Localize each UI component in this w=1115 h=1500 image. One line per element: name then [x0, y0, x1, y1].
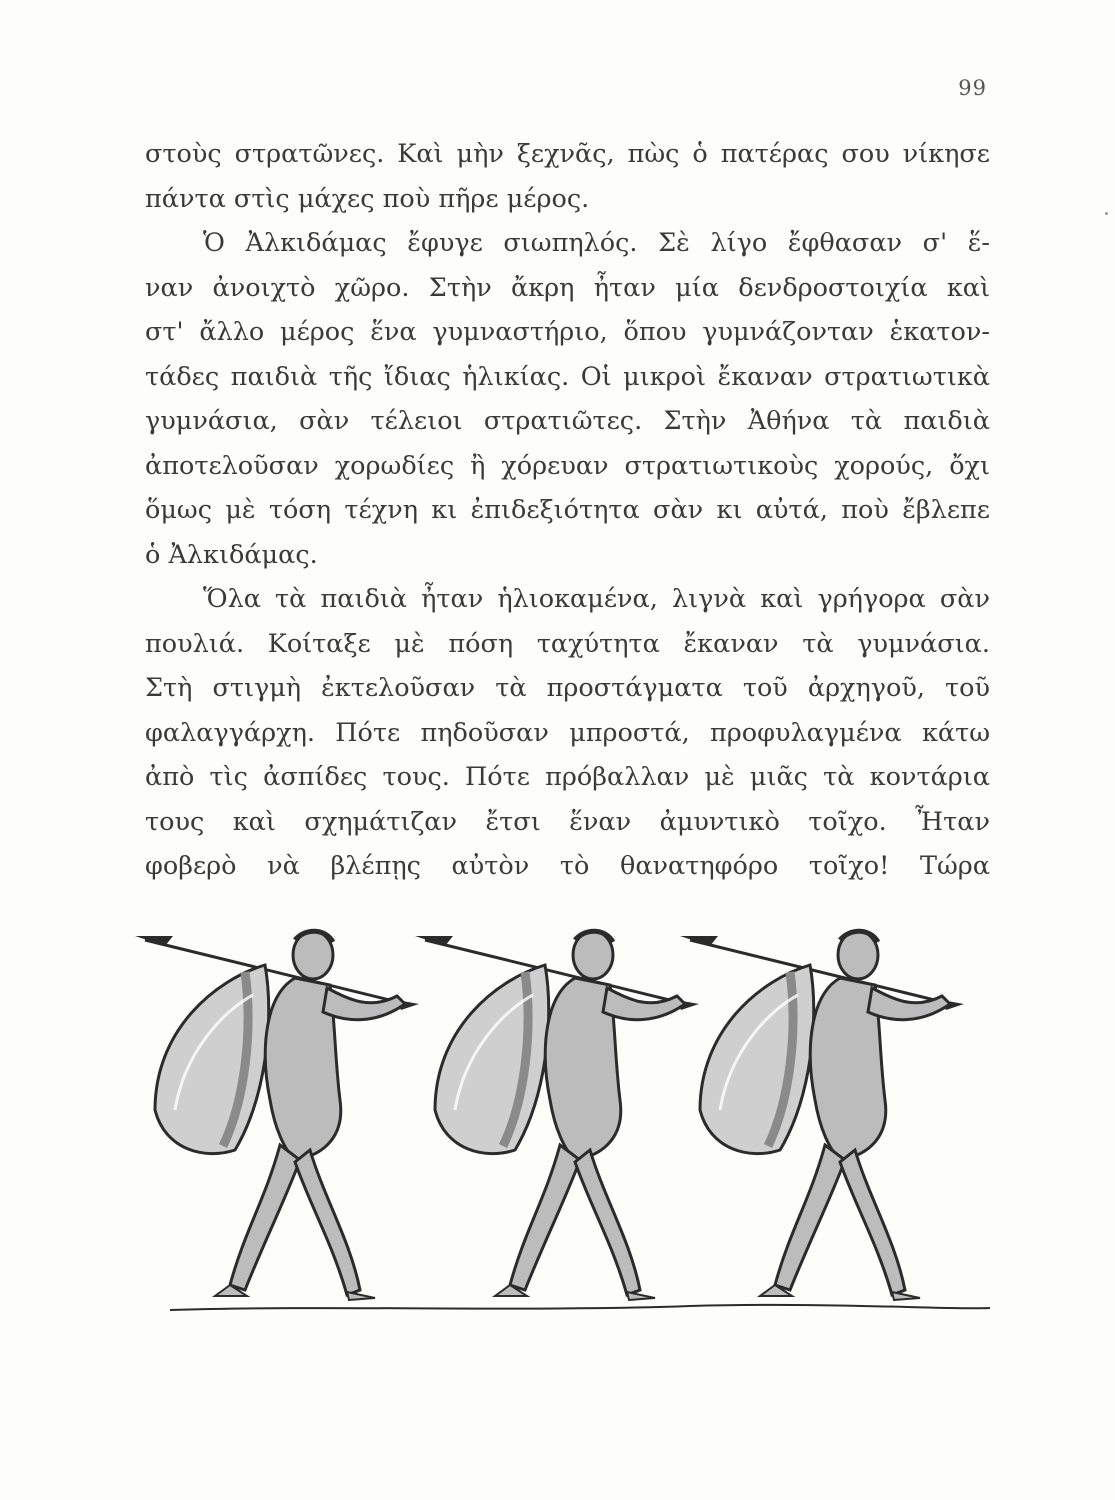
text-line: τους καὶ σχημάτιζαν ἔτσι ἕναν ἀμυντικὸ τοῖχο. Ἦταν [145, 806, 990, 837]
text-line: ναν ἀνοιχτὸ χῶρο. Στὴν ἄκρη ἦταν μία δενδροστοιχία καὶ [145, 272, 990, 303]
text-line: πάντα στὶς μάχες ποὺ πῆρε μέρος. [145, 183, 590, 214]
text-line: ἀπὸ τὶς ἀσπίδες τους. Πότε πρόβαλλαν μὲ μιᾶς τὰ κοντάρια [145, 762, 990, 792]
text-line: φοβερὸ νὰ βλέπῃς αὐτὸν τὸ θανατηφόρο τοῖχο! Τώρα [145, 851, 990, 881]
text-line: Ὅλα τὰ παιδιὰ ἦταν ἡλιοκαμένα, λιγνὰ καὶ γρήγορα σὰν [203, 584, 990, 614]
text-line: γυμνάσια, σὰν τέλειοι στρατιῶτες. Στὴν Ἀθήνα τὰ παιδιὰ [145, 406, 990, 436]
text-line: Στὴ στιγμὴ ἐκτελοῦσαν τὰ προστάγματα τοῦ ἀρχηγοῦ, τοῦ [145, 673, 990, 703]
body-text [145, 132, 990, 889]
hoplite-figure-3 [680, 931, 964, 1300]
scan-speck [1105, 212, 1108, 215]
text-line: ὁ Ἀλκιδάμας. [145, 539, 318, 570]
text-line: τάδες παιδιὰ τῆς ἴδιας ἡλικίας. Οἱ μικροὶ ἔκαναν στρατιωτικὰ [145, 361, 990, 392]
text-line: ὅμως μὲ τόση τέχνη κι ἐπιδεξιότητα σὰν κι αὐτά, ποὺ ἔβλεπε [145, 495, 990, 525]
hoplite-illustration [130, 880, 1000, 1350]
text-line: Ὁ Ἀλκιδάμας ἔφυγε σιωπηλός. Σὲ λίγο ἔφθασαν σ' ἕ- [203, 228, 990, 258]
text-line: ἀποτελοῦσαν χορωδίες ἢ χόρευαν στρατιωτικοὺς χορούς, ὄχι [145, 450, 990, 481]
ground-line [170, 1305, 990, 1310]
hoplite-figure-2 [415, 931, 699, 1300]
page-number: 99 [958, 76, 987, 100]
text-line: στ' ἄλλο μέρος ἕνα γυμναστήριο, ὅπου γυμνάζονταν ἑκατον- [145, 317, 990, 347]
text-line: πουλιά. Κοίταξε μὲ πόση ταχύτητα ἔκαναν τὰ γυμνάσια. [145, 628, 990, 659]
hoplite-figure-1 [135, 931, 419, 1300]
text-line: φαλαγγάρχη. Πότε πηδοῦσαν μπροστά, προφυλαγμένα κάτω [145, 717, 990, 748]
text-line: στοὺς στρατῶνες. Καὶ μὴν ξεχνᾶς, πὼς ὁ πατέρας σου νίκησε [145, 139, 990, 169]
